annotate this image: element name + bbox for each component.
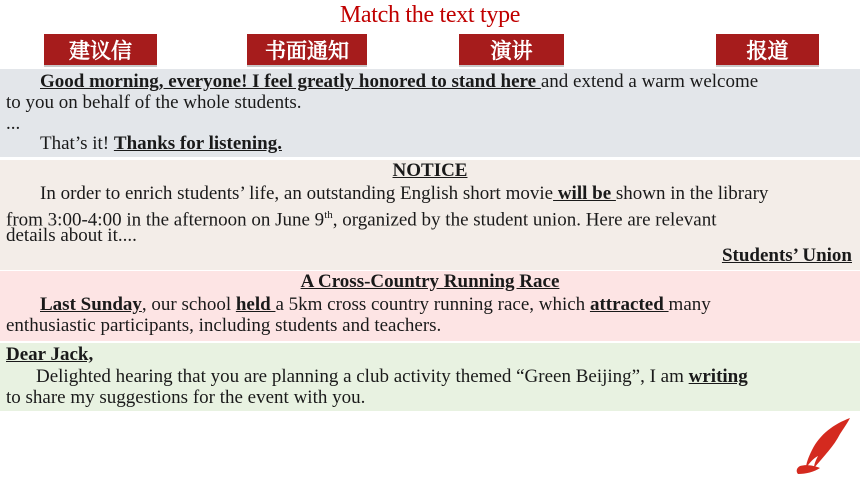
report-line-1	[40, 295, 711, 315]
page-title: Match the text type	[339, 2, 521, 28]
report-line-2: enthusiastic participants, including students and teachers.	[6, 315, 442, 336]
report-attracted: attracted	[589, 294, 669, 315]
notice-superscript: th	[324, 209, 333, 221]
speech-line-1-rest: and extend a warm welcome	[540, 71, 759, 92]
report-held: held	[235, 294, 276, 315]
speech-closing-plain: That’s it!	[40, 133, 114, 154]
notice-line-2-text: from 3:00-4:00 in the afternoon on June 9	[6, 209, 325, 231]
report-text-b: a 5km cross country running race, which	[275, 294, 590, 315]
speech-passage	[0, 69, 860, 157]
report-passage	[0, 271, 860, 341]
report-heading: A Cross-Country Running Race	[300, 271, 560, 292]
letter-line-2: to share my suggestions for the event with you.	[6, 387, 366, 408]
notice-passage	[0, 160, 860, 270]
text-type-tag-report[interactable]: 报道	[716, 34, 819, 67]
notice-line-1	[40, 184, 768, 204]
notice-line-2-tail: , organized by the student union. Here are relevant	[332, 209, 717, 231]
letter-writing: writing	[688, 366, 748, 387]
letter-line-1	[36, 367, 748, 387]
text-type-tag-suggestion-letter[interactable]: 建议信	[44, 34, 157, 67]
letter-passage	[0, 343, 860, 411]
notice-line-1-text: In order to enrich students’ life, an outstanding English short movie	[40, 183, 554, 204]
speech-closing-phrase: Thanks for listening.	[113, 133, 282, 154]
speech-ellipsis: ...	[6, 113, 21, 134]
speech-opening-phrase: Good morning, everyone! I feel greatly honored to stand here	[40, 71, 541, 92]
quill-pen-icon	[794, 416, 854, 478]
letter-salutation: Dear Jack,	[6, 344, 94, 365]
letter-line-1-text: Delighted hearing that you are planning a club activity themed “Green Beijing”, I am	[36, 366, 689, 387]
report-text-c: many	[668, 294, 711, 315]
text-type-tag-speech[interactable]: 演讲	[459, 34, 564, 67]
notice-line-3: details about it....	[6, 225, 137, 246]
report-text-a: , our school	[141, 294, 236, 315]
report-last-sunday: Last Sunday	[40, 294, 142, 315]
speech-line-1	[40, 72, 758, 92]
speech-line-2: to you on behalf of the whole students.	[6, 92, 302, 113]
notice-signature: Students’ Union	[721, 245, 852, 266]
notice-heading: NOTICE	[392, 160, 468, 181]
text-type-tag-written-notice[interactable]: 书面通知	[247, 34, 367, 67]
speech-line-4	[40, 134, 282, 154]
notice-line-1-tail: shown in the library	[615, 183, 769, 204]
notice-will-be: will be	[553, 183, 616, 204]
